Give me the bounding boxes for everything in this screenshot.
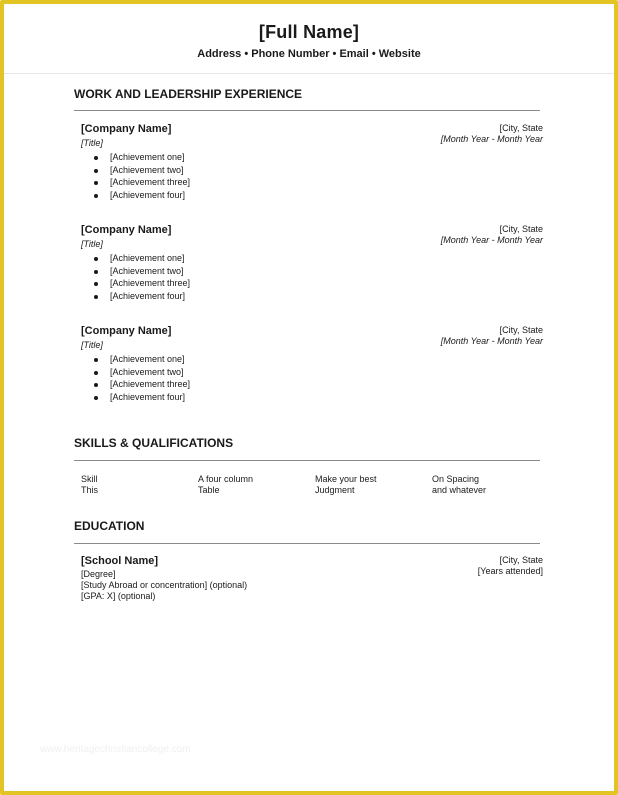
achievement-item: [Achievement three] xyxy=(94,378,190,391)
job-dates: [Month Year - Month Year xyxy=(440,235,543,245)
section-rule-work xyxy=(74,110,540,111)
skill-cell: On Spacing xyxy=(432,474,480,484)
job-title: [Title] xyxy=(81,340,103,350)
achievement-item: [Achievement two] xyxy=(94,164,190,177)
school-location: [City, State xyxy=(499,555,543,565)
gpa: [GPA: X] (optional) xyxy=(81,591,156,601)
skill-column-1 xyxy=(81,474,191,496)
achievement-item: [Achievement one] xyxy=(94,151,190,164)
achievement-item: [Achievement four] xyxy=(94,189,190,202)
achievement-item: [Achievement two] xyxy=(94,265,190,278)
job-location: [City, State xyxy=(499,325,543,335)
section-title-work: WORK AND LEADERSHIP EXPERIENCE xyxy=(74,87,303,101)
achievement-item: [Achievement four] xyxy=(94,290,190,303)
degree: [Degree] xyxy=(81,569,116,579)
section-title-skills: SKILLS & QUALIFICATIONS xyxy=(74,436,234,450)
job-location: [City, State xyxy=(499,123,543,133)
job-dates: [Month Year - Month Year xyxy=(440,134,543,144)
job-title: [Title] xyxy=(81,138,103,148)
section-title-education: EDUCATION xyxy=(74,519,145,533)
achievement-list xyxy=(94,353,190,404)
skill-column-3 xyxy=(315,474,425,496)
section-rule-education xyxy=(74,543,540,544)
job-dates: [Month Year - Month Year xyxy=(440,336,543,346)
skill-cell: and whatever xyxy=(432,485,487,495)
section-rule-skills xyxy=(74,460,540,461)
skill-cell: Judgment xyxy=(315,485,355,495)
full-name: [Full Name] xyxy=(258,22,360,42)
achievement-item: [Achievement three] xyxy=(94,277,190,290)
company-name: [Company Name] xyxy=(81,325,172,337)
achievement-item: [Achievement four] xyxy=(94,391,190,404)
achievement-item: [Achievement two] xyxy=(94,366,190,379)
company-name: [Company Name] xyxy=(81,123,172,135)
achievement-item: [Achievement three] xyxy=(94,176,190,189)
skill-cell: Skill xyxy=(81,474,98,484)
header-divider xyxy=(4,73,614,74)
contact-line: Address • Phone Number • Email • Website xyxy=(197,48,421,60)
company-name: [Company Name] xyxy=(81,224,172,236)
skill-cell: A four column xyxy=(198,474,254,484)
watermark: www.heritagechristiancollege.com xyxy=(40,744,191,755)
skill-cell: This xyxy=(81,485,99,495)
skill-cell: Make your best xyxy=(315,474,377,484)
achievement-item: [Achievement one] xyxy=(94,252,190,265)
skill-cell: Table xyxy=(198,485,220,495)
years-attended: [Years attended] xyxy=(477,566,543,576)
skill-column-2 xyxy=(198,474,308,496)
achievement-list xyxy=(94,151,190,202)
skill-column-4 xyxy=(432,474,542,496)
job-title: [Title] xyxy=(81,239,103,249)
school-name: [School Name] xyxy=(81,555,159,567)
achievement-item: [Achievement one] xyxy=(94,353,190,366)
study-abroad: [Study Abroad or concentration] (optional) xyxy=(81,580,248,590)
achievement-list xyxy=(94,252,190,303)
job-location: [City, State xyxy=(499,224,543,234)
